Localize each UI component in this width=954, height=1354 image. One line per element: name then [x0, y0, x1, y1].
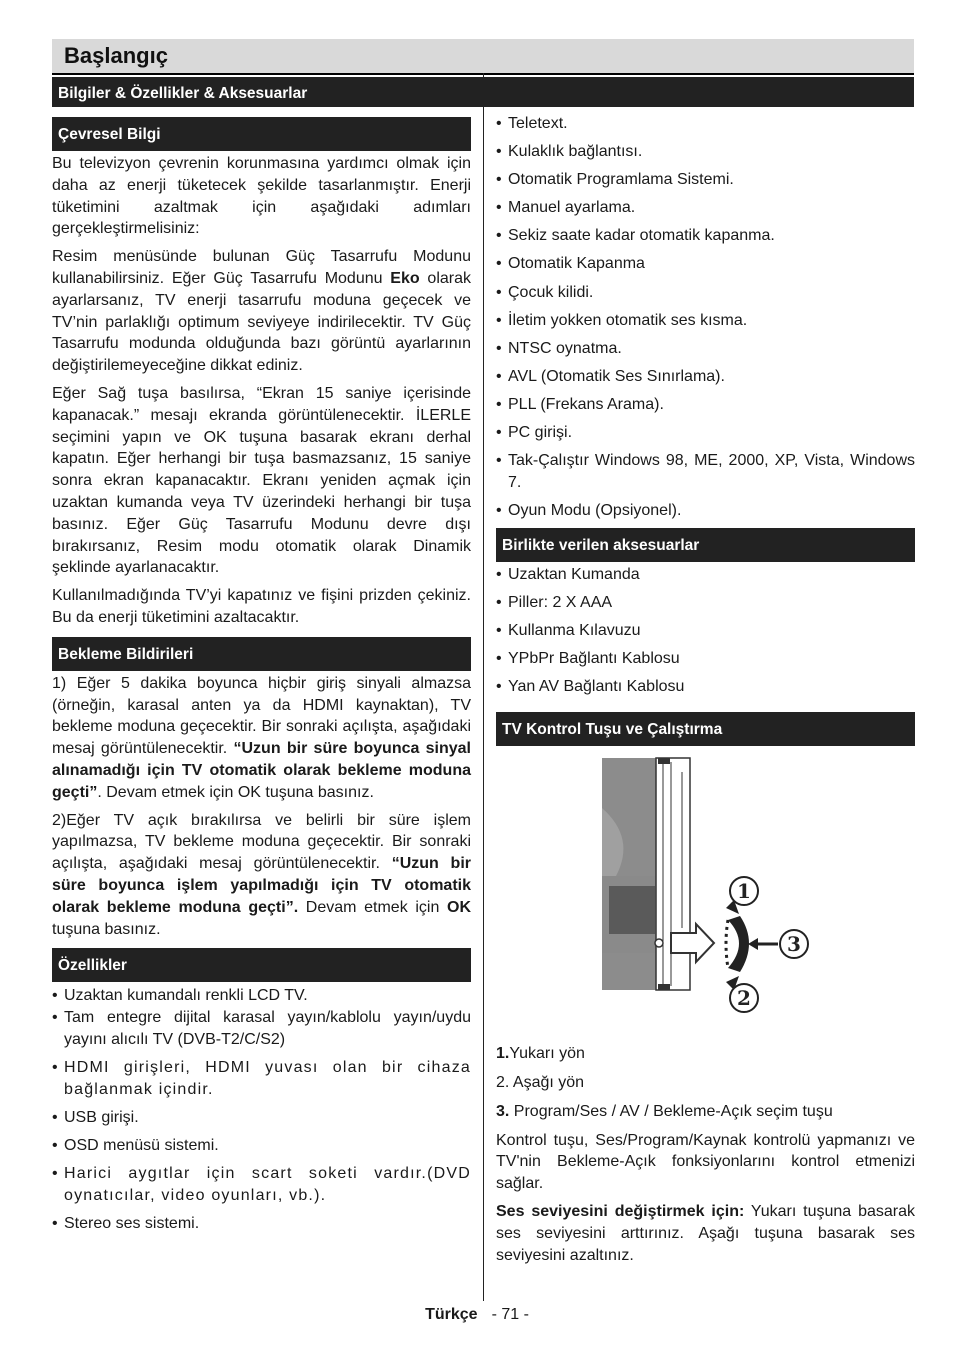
list-item: • USB girişi.: [52, 1107, 471, 1129]
list-item: • İletim yokken otomatik ses kısma.: [496, 310, 915, 332]
callout-3-label: 3: [787, 932, 801, 957]
section-header: Bilgiler & Özellikler & Aksesuarlar: [52, 77, 914, 107]
tv-edge-shape: [656, 758, 690, 990]
tv-edge-detail: [658, 758, 670, 764]
features-list: [496, 113, 915, 522]
text-span: 2)Eğer TV açık bırakılırsa ve belirli bir süre işlem yapılmazsa, TV bekleme moduna geçecektir. Bir sonraki açılışta, aşağıdaki mesaj görüntülenecektir.: [52, 811, 471, 873]
list-item: • Uzaktan kumandalı renkli LCD TV.: [52, 985, 471, 1007]
list-item: • Kullanma Kılavuzu: [496, 620, 915, 642]
ozellikler-header: Özellikler: [52, 948, 471, 982]
right-column: [496, 113, 915, 1272]
list-item: • AVL (Otomatik Ses Sınırlama).: [496, 366, 915, 388]
tv-edge-detail: [658, 984, 670, 990]
list-item: • Manuel ayarlama.: [496, 197, 915, 219]
bekleme-bildirileri-header: Bekleme Bildirileri: [52, 637, 471, 671]
cevresel-paragraph-3: Eğer Sağ tuşa basılırsa, “Ekran 15 saniye içerisinde kapanacak.” mesajı ekranda görüntülenecektir. İLERLE seçimini yapın ve OK tuşuna basarak ekranı derhal kapatın. Eğer herhangi bir tuşa basmazsanız, 15 saniye sonra ekran kapanacaktır. Ekranı yeniden açmak için uzaktan kumanda veya TV üzerindeki herhangi bir tuşa basınız. Eğer Güç Tasarrufu Modunu devre dışı bırakırsanız, Resim modu otomatik olarak Dinamik şeklinde ayarlanacaktır.: [52, 384, 471, 577]
page-number: - 71 -: [491, 1306, 529, 1323]
page-header: [52, 39, 914, 75]
column-divider: [483, 73, 484, 1301]
list-item: • Tak-Çalıştır Windows 98, ME, 2000, XP, Vista, Windows 7.: [496, 450, 915, 494]
step-2: 2. Aşağı yön: [496, 1074, 585, 1092]
left-column: [52, 117, 471, 1241]
list-item: • Otomatik Programlama Sistemi.: [496, 169, 915, 191]
list-item: • PLL (Frekans Arama).: [496, 394, 915, 416]
text-span: tuşuna basınız.: [52, 920, 161, 938]
list-item: • Piller: 2 X AAA: [496, 592, 915, 614]
text-span: Resim menüsünde bulunan Güç Tasarrufu Modunu kullanabilirsiniz. Eğer Güç Tasarrufu Modunu: [52, 248, 471, 287]
text-span: 1) Eğer 5 dakika boyunca hiçbir giriş sinyali almazsa (örneğin, karasal anten ya da HDMI kaynaktan), TV bekleme moduna geçecektir. Bir sonraki açılışta, aşağıdaki mesaj görüntülenecektir.: [52, 674, 471, 758]
tv-control-illustration: [496, 748, 915, 1038]
text-span: Devam etmek için: [298, 898, 447, 916]
kontrol-paragraph-1: Kontrol tuşu, Ses/Program/Kaynak kontrolü yapmanızı ve TV'nin Bekleme-Açık fonksiyonlarını kontrol etmenizi sağlar.: [496, 1131, 915, 1193]
eko-bold: Eko: [390, 269, 420, 287]
step-3: [496, 1101, 915, 1123]
list-item: • Otomatik Kapanma: [496, 253, 915, 275]
list-item: • Yan AV Bağlantı Kablosu: [496, 676, 915, 698]
tv-panel-shape: [602, 953, 662, 990]
bekleme-paragraph-2: [52, 810, 471, 941]
callout-2-label: 2: [737, 986, 751, 1011]
cevresel-paragraph-2: [52, 246, 471, 377]
ok-bold: OK: [447, 898, 471, 916]
aksesuarlar-list: [496, 564, 915, 698]
control-button-shape: [655, 939, 663, 947]
list-item: • Oyun Modu (Opsiyonel).: [496, 500, 915, 522]
kontrol-header: TV Kontrol Tuşu ve Çalıştırma: [496, 712, 915, 746]
list-item: • NTSC oynatma.: [496, 338, 915, 360]
list-item: • YPbPr Bağlantı Kablosu: [496, 648, 915, 670]
list-item: • Stereo ses sistemi.: [52, 1213, 471, 1235]
bold-heading: Ses seviyesini değiştirmek için:: [496, 1203, 745, 1221]
list-item: • Çocuk kilidi.: [496, 282, 915, 304]
bekleme-paragraph-1: [52, 673, 471, 804]
rocker-button-icon: [728, 916, 749, 972]
callout-1-label: 1: [737, 879, 751, 904]
bold-message: “Uzun bir süre boyunca sinyal alınamadığı için TV otomatik olarak bekleme moduna geçti”: [52, 740, 472, 801]
page-footer: [0, 1306, 954, 1324]
list-item: • Sekiz saate kadar otomatik kapanma.: [496, 225, 915, 247]
list-item: • OSD menüsü sistemi.: [52, 1135, 471, 1157]
text-span: Yukarı tuşuna basarak ses seviyesini arttırınız. Aşağı tuşuna basarak ses seviyesini azaltınız.: [496, 1203, 915, 1264]
page-title: Başlangıç: [64, 43, 168, 68]
text-span: . Devam etmek için OK tuşuna basınız.: [97, 783, 374, 801]
list-item: • Uzaktan Kumanda: [496, 564, 915, 586]
rocker-button-icon: [726, 920, 728, 968]
cevresel-bilgi-header: Çevresel Bilgi: [52, 117, 471, 151]
list-item: • Kulaklık bağlantısı.: [496, 141, 915, 163]
step-text: Yukarı yön: [509, 1045, 585, 1063]
step-number: 3.: [496, 1102, 510, 1120]
tv-port-shape: [609, 886, 655, 934]
footer-language: Türkçe: [425, 1306, 478, 1323]
text-span: olarak ayarlarsanız, TV enerji tasarrufu moduna geçecek ve TV’nin parlaklığı optimum seviyeye indirilecektir. TV Güç Tasarrufu modunda olduğunda bazı görüntü ayarlarının değiştirilemeyeceğine dikkat ediniz.: [52, 269, 471, 375]
ozellikler-list: [52, 985, 471, 1234]
list-item: • PC girişi.: [496, 422, 915, 444]
cevresel-paragraph-1: Bu televizyon çevrenin korunmasına yardımcı olmak için daha az enerji tüketecek şekilde tasarlanmıştır. Enerji tüketimini azaltmak için aşağıdaki adımları gerçekleştirmelisiniz:: [52, 155, 471, 238]
step-number: 1.: [496, 1045, 510, 1063]
step-1: [496, 1043, 915, 1065]
list-item: • Tam entegre dijital karasal yayın/kablolu yayın/uydu yayını alıcılı TV (DVB-T2/C/S2): [52, 1007, 471, 1051]
list-item: • HDMI girişleri, HDMI yuvası olan bir cihaza bağlanmak içindir.: [52, 1057, 471, 1101]
push-arrow-icon: [748, 938, 758, 950]
step-text: Program/Ses / AV / Bekleme-Açık seçim tuşu: [509, 1102, 833, 1120]
kontrol-paragraph-2: [496, 1201, 915, 1266]
aksesuarlar-header: Birlikte verilen aksesuarlar: [496, 528, 915, 562]
cevresel-paragraph-4: Kullanılmadığında TV’yi kapatınız ve fişini prizden çekiniz. Bu da enerji tüketimini azaltacaktır.: [52, 587, 471, 626]
list-item: • Teletext.: [496, 113, 915, 135]
bold-message: “Uzun bir süre boyunca işlem yapılmadığı için TV otomatik olarak bekleme moduna geçti”.: [52, 855, 472, 916]
list-item: • Harici aygıtlar için scart soketi vardır.(DVD oynatıcılar, video oyunları, vb.).: [52, 1163, 471, 1207]
